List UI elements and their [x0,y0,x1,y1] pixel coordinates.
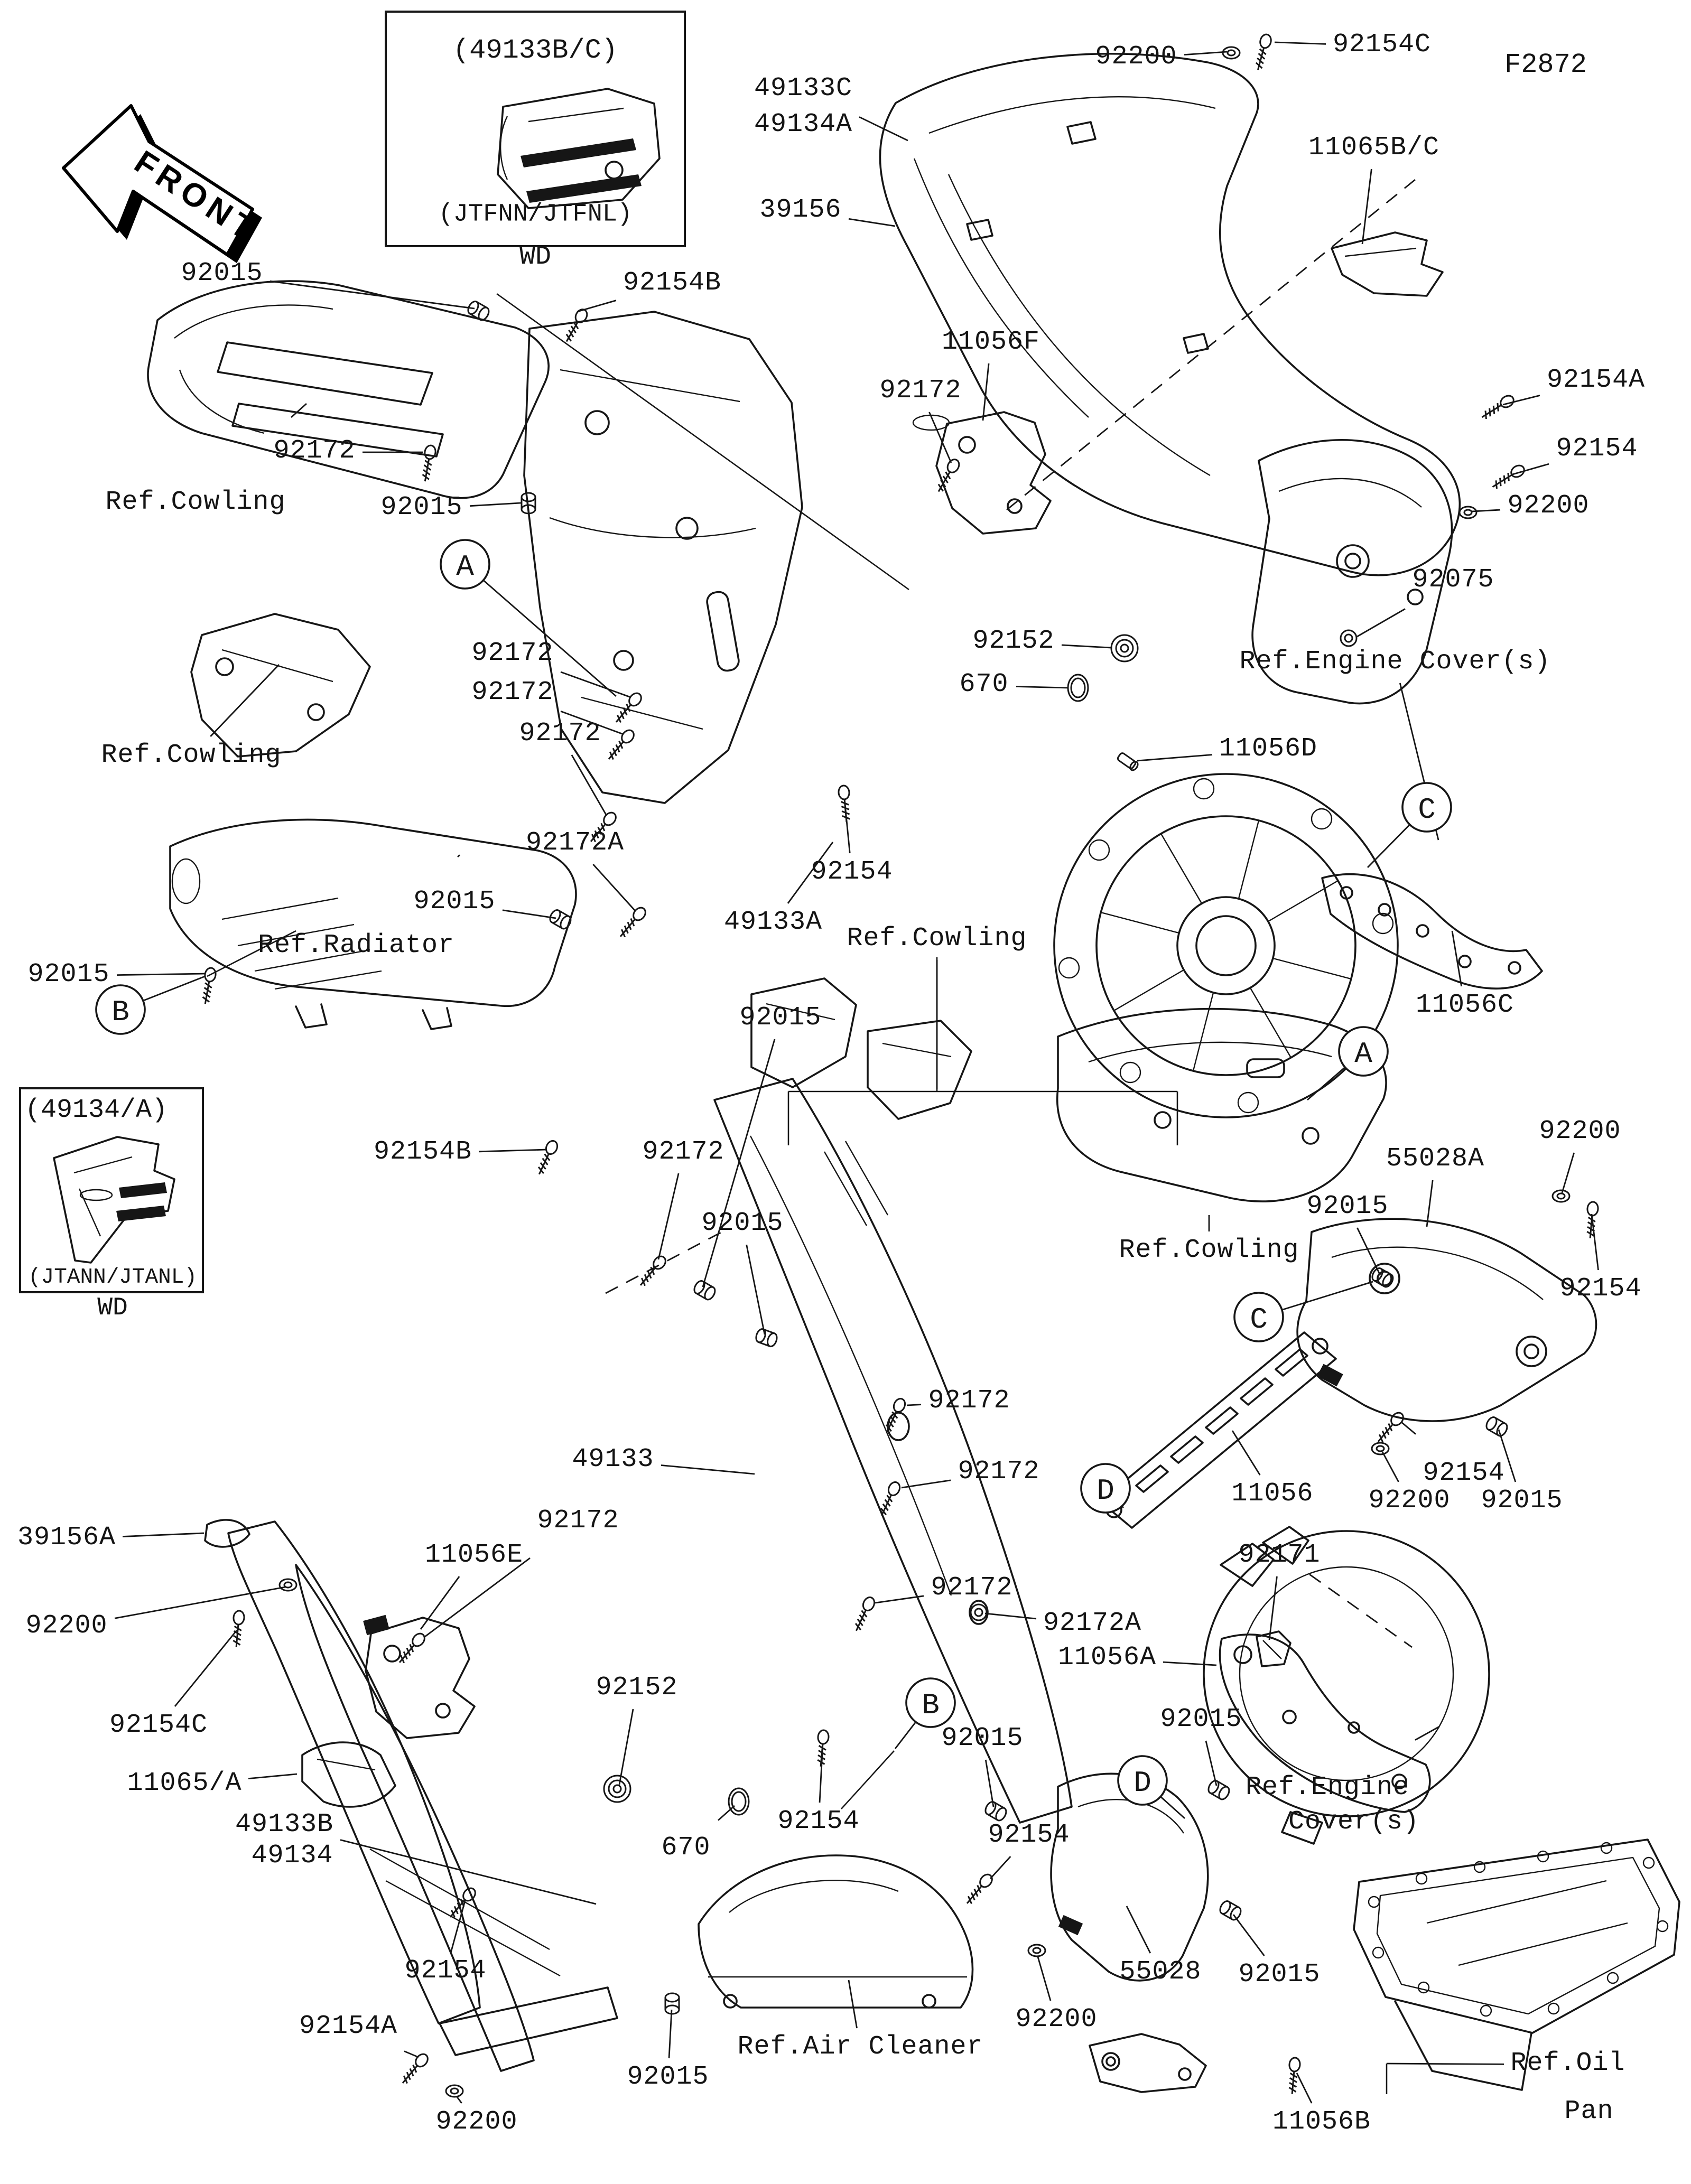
part-number-label: 49133B [235,1809,334,1840]
part-number-label: 92154 [1559,1274,1642,1304]
part-number-label: 92172 [471,677,554,707]
part-number-label: 92154 [777,1806,860,1836]
detail-circle-letter: C [1250,1303,1268,1337]
part-number-label: 55028 [1119,1957,1202,1987]
part-number-label: 92200 [435,2107,518,2137]
part-number-label: 92172A [525,828,625,858]
part-number-label: 92200 [25,1611,108,1641]
part-number-label: 11065B/C [1308,133,1440,163]
part-number-label: 92171 [1238,1540,1321,1570]
part-number-label: 92200 [1368,1486,1451,1516]
part-number-label: 92172A [1043,1608,1142,1638]
part-number-label: 11056B [1272,2107,1371,2137]
part-number-label: 92200 [1015,2004,1098,2034]
part-number-label: 92172 [931,1573,1013,1603]
inset-title: (49134/A) [24,1095,168,1125]
part-number-label: 49133 [572,1444,654,1474]
detail-circle-letter: B [112,995,129,1029]
detail-circle-letter: D [1133,1766,1151,1800]
part-number-label: 92015 [1238,1959,1321,1990]
part-number-label: 92172 [471,638,554,668]
figure-number: F2872 [1504,49,1587,81]
detail-circle-letter: A [456,550,474,584]
part-number-label: 11056 [1231,1479,1314,1509]
part-number-label: 92015 [27,959,110,990]
part-number-label: 92154A [299,2011,398,2041]
part-number-label: Pan [1564,2096,1614,2126]
part-number-label: 11056E [424,1540,524,1570]
part-number-label: 11056D [1219,734,1318,764]
part-number-label: 92015 [413,886,496,917]
part-number-label: 92154 [988,1820,1070,1850]
part-number-label: 670 [661,1833,711,1863]
part-number-label: 92015 [1306,1191,1389,1221]
detail-circle-letter: A [1354,1037,1372,1071]
part-number-label: 11056A [1057,1642,1157,1673]
reference-label: Ref.Engine Cover(s) [1239,647,1551,677]
part-number-label: 92200 [1507,491,1590,521]
reference-label: Ref.Cowling [101,740,282,770]
reference-label: Ref.Radiator [257,930,455,960]
part-number-label: 92172 [928,1386,1010,1416]
part-number-label: 49133C [754,73,853,104]
part-number-label: 92015 [627,2062,709,2092]
part-number-label: 92172 [879,376,962,406]
part-number-label: 670 [959,669,1009,699]
part-number-label: 92015 [380,492,463,522]
reference-label: Ref.Cowling [1119,1235,1299,1265]
part-number-label: 39156 [759,195,842,225]
part-number-label: Cover(s) [1288,1807,1420,1837]
part-number-label: 92152 [596,1673,678,1703]
part-number-label: 92154A [1546,365,1646,395]
part-number-label: 92152 [972,626,1055,656]
part-number-label: 92154B [622,268,722,298]
detail-circle-letter: B [922,1688,940,1722]
part-number-label: 49133A [723,907,823,937]
part-number-label: 92015 [941,1723,1024,1753]
front-arrow-label: FRONT [128,143,265,250]
part-number-label: 49134 [251,1841,333,1871]
detail-circle-letter: C [1418,793,1436,827]
reference-label: Ref.Cowling [105,487,286,517]
part-number-label: 39156A [17,1523,116,1553]
part-number-label: 11065/A [127,1768,242,1798]
reference-label: Ref.Air Cleaner [737,2032,983,2062]
inset-title: (49133B/C) [452,34,618,66]
part-number-label: 49134A [754,109,853,139]
detail-circle-letter: D [1097,1474,1114,1508]
part-number-label: 92015 [181,258,263,288]
part-number-label: 92172 [537,1506,619,1536]
part-number-label: 92200 [1095,42,1177,72]
part-number-label: 92154B [373,1137,472,1167]
part-number-label: 11056C [1415,990,1515,1020]
part-number-label: 92154 [404,1956,487,1986]
part-number-label: 55028A [1386,1144,1485,1174]
part-number-label: 92154 [811,857,893,887]
reference-label: Ref.Oil [1510,2048,1625,2078]
part-number-label: 92200 [1539,1116,1621,1146]
part-number-label: 92015 [739,1003,822,1033]
inset-sub: WD [97,1294,128,1323]
part-number-label: 11056F [941,327,1040,357]
part-number-label: 92172 [519,718,601,749]
reference-label: Ref.Cowling [847,923,1027,954]
part-number-label: 92154C [109,1710,208,1740]
part-number-label: 92172 [642,1137,724,1167]
reference-label: Ref.Engine [1245,1772,1410,1803]
part-number-label: 92172 [273,436,356,466]
part-number-label: 92075 [1412,565,1494,595]
part-number-label: 92015 [1481,1486,1563,1516]
part-number-label: 92154 [1556,434,1638,464]
part-number-label: 92154 [1423,1458,1505,1488]
inset-caption: (JTFNN/JTFNL) [438,200,633,229]
part-number-label: 92154C [1332,30,1432,60]
inset-sub: WD [519,242,552,272]
inset-caption: (JTANN/JTANL) [28,1265,197,1290]
part-number-label: 92015 [701,1208,784,1238]
part-number-label: 92015 [1160,1704,1242,1734]
part-number-label: 92172 [958,1457,1040,1487]
